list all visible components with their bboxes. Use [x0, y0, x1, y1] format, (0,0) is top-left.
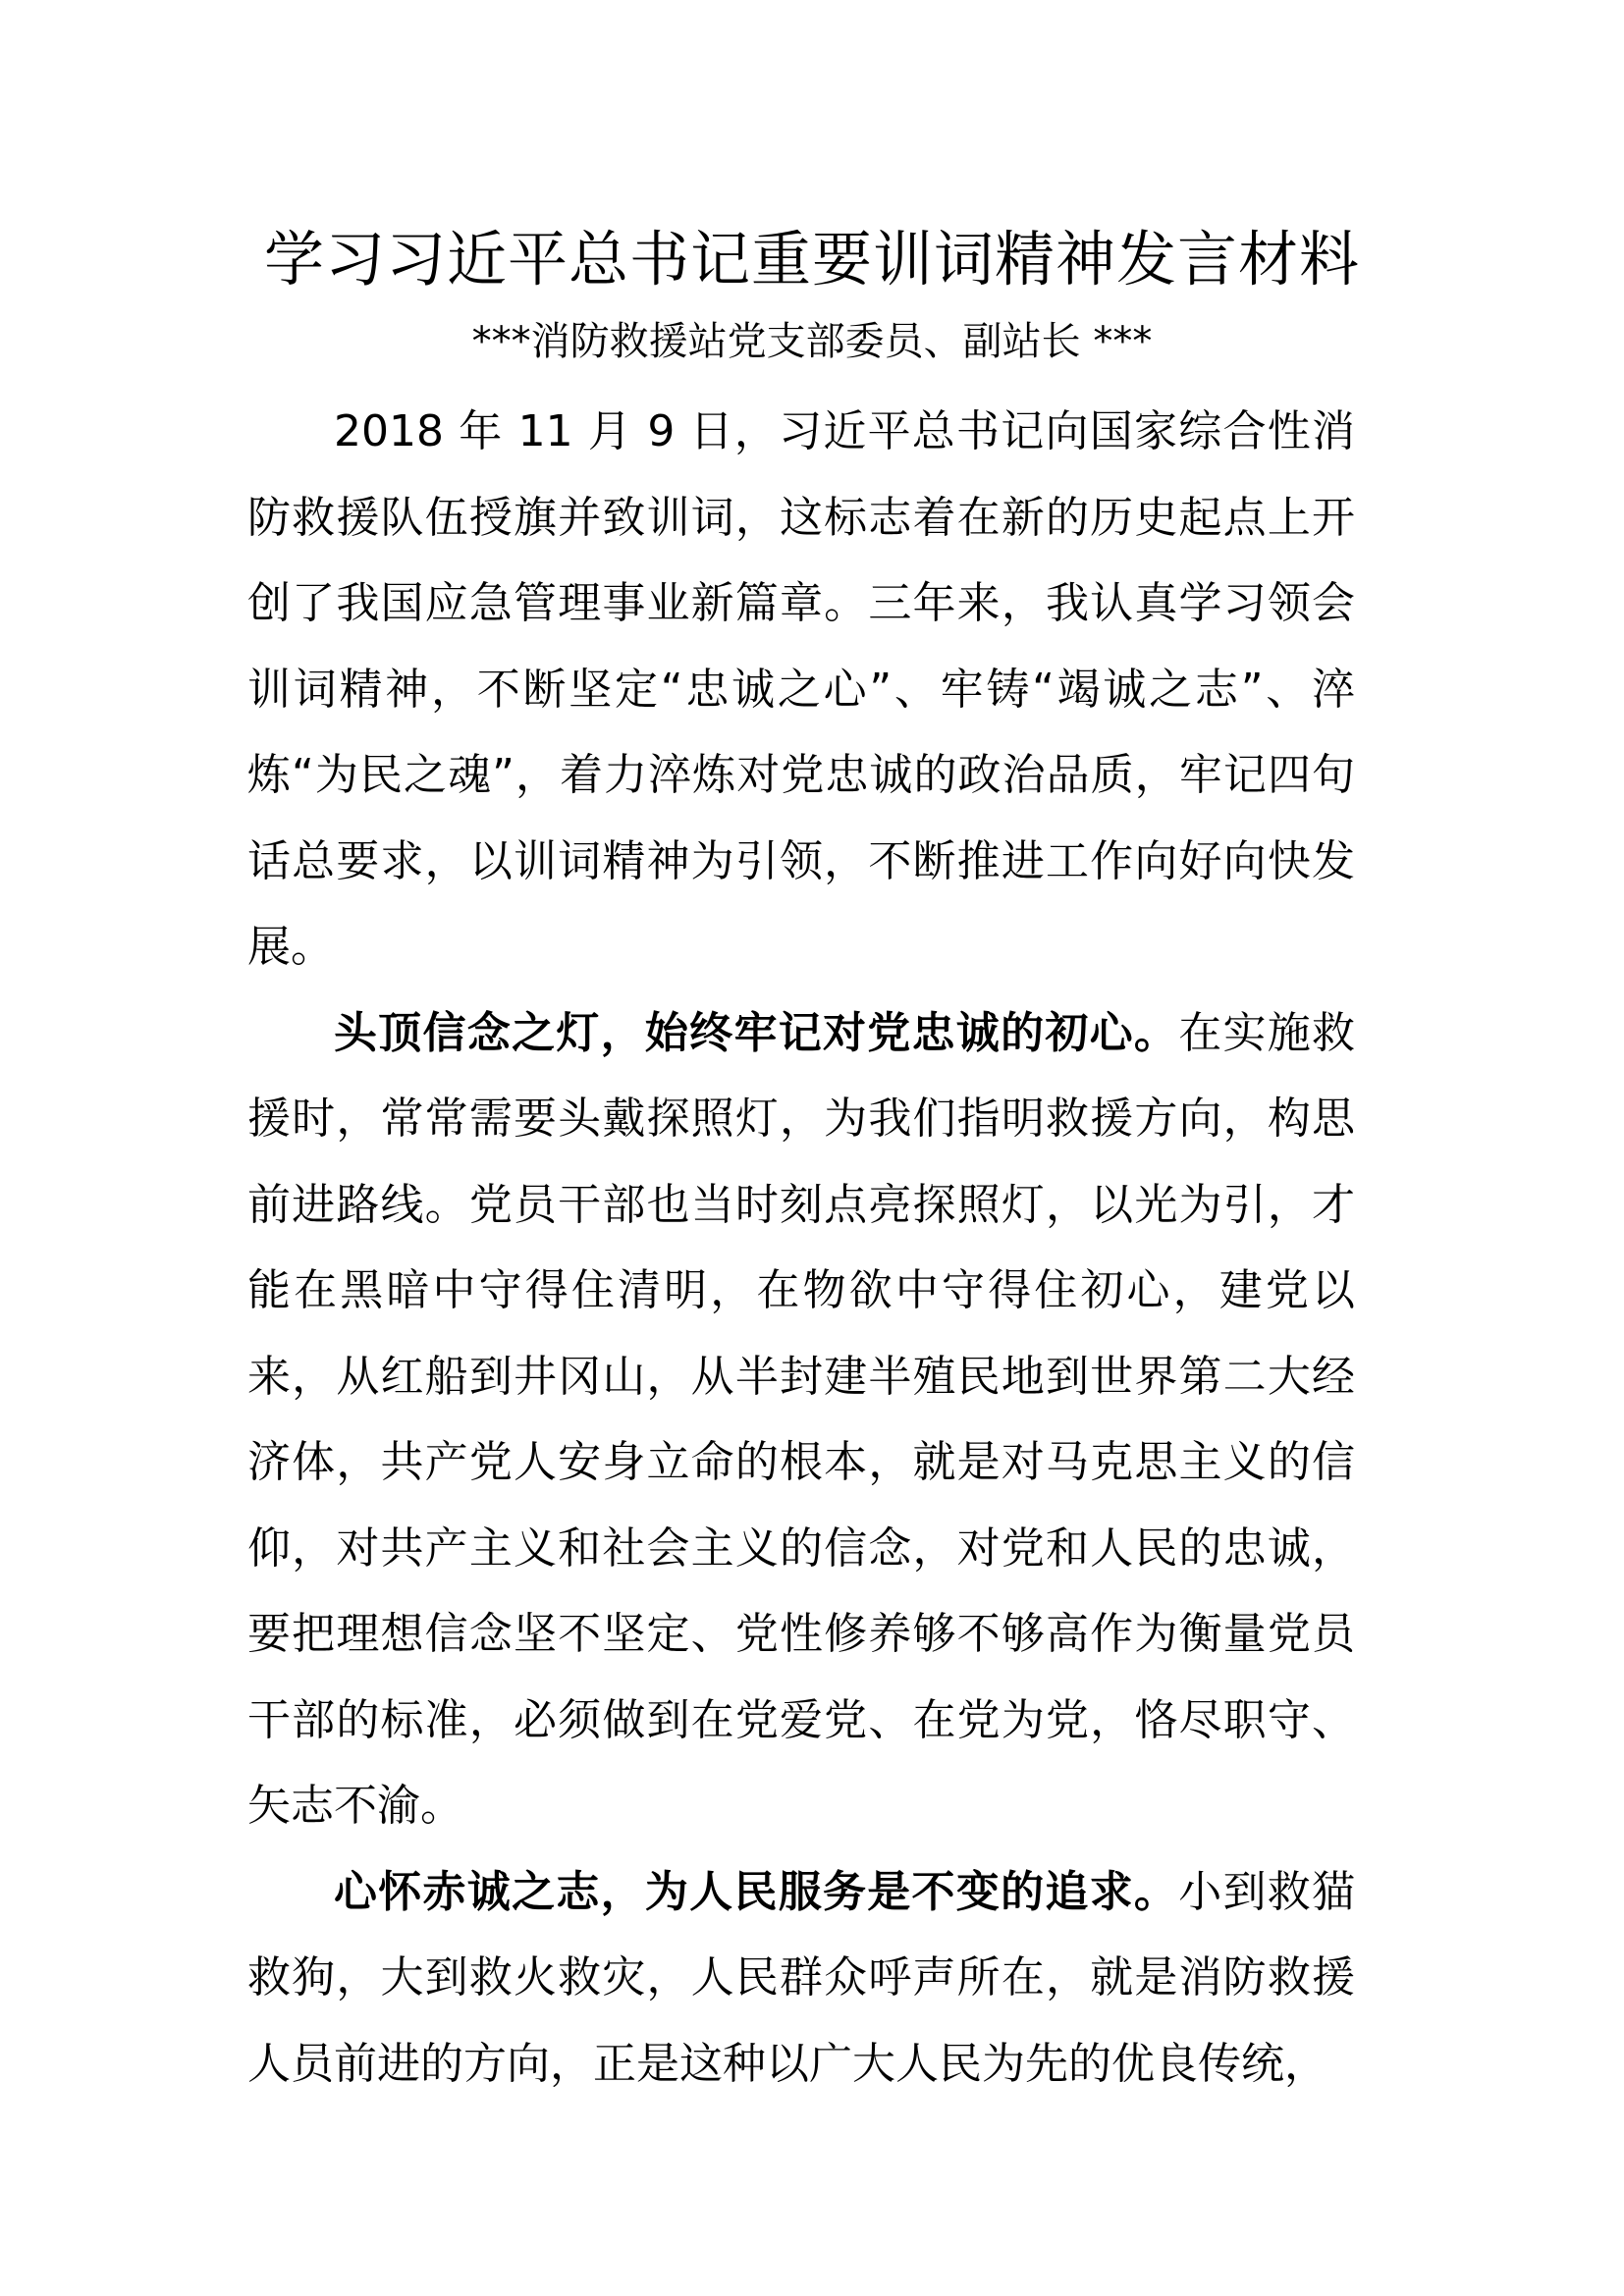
paragraph-2-lead: 头顶信念之灯，始终牢记对党忠诚的初心。: [334, 1007, 1179, 1058]
paragraph-2: [247, 990, 1355, 1849]
document-title: 学习习近平总书记重要训词精神发言材料: [263, 225, 1360, 294]
paragraph-2-text: 在实施救援时，常常需要头戴探照灯，为我们指明救援方向，构思前进路线。党员干部也当时刻点亮探照灯，以光为引，才能在黑暗中守得住清明，在物欲中守得住初心，建党以来，从红船到井冈山，从半封建半殖民地到世界第二大经济体，共产党人安身立命的根本，就是对马克思主义的信仰，对共产主义和社会主义的信念，对党和人民的忠诚，要把理想信念坚不坚定、党性修养够不够高作为衡量党员干部的标准，必须做到在党爱党、在党为党，恪尽职守、矢志不渝。: [247, 1007, 1356, 1831]
paragraph-3: [247, 1849, 1355, 2108]
document-body: [247, 389, 1355, 2107]
paragraph-1: [247, 389, 1355, 990]
paragraph-3-lead: 心怀赤诚之志，为人民服务是不变的追求。: [334, 1866, 1179, 1917]
paragraph-3-text: 小到救猫救狗，大到救火救灾，人民群众呼声所在，就是消防救援人员前进的方向，正是这种以广大人民为先的优良传统，: [247, 1866, 1356, 2089]
document-byline: ***消防救援站党支部委员、副站长 ***: [471, 319, 1153, 364]
paragraph-1-text: 2018 年 11 月 9 日，习近平总书记向国家综合性消防救援队伍授旗并致训词，这标志着在新的历史起点上开创了我国应急管理事业新篇章。三年来，我认真学习领会训词精神，不断坚定“忠诚之心”、牢铸“竭诚之志”、淬炼“为民之魂”，着力淬炼对党忠诚的政治品质，牢记四句话总要求，以训词精神为引领，不断推进工作向好向快发展。: [247, 406, 1355, 972]
